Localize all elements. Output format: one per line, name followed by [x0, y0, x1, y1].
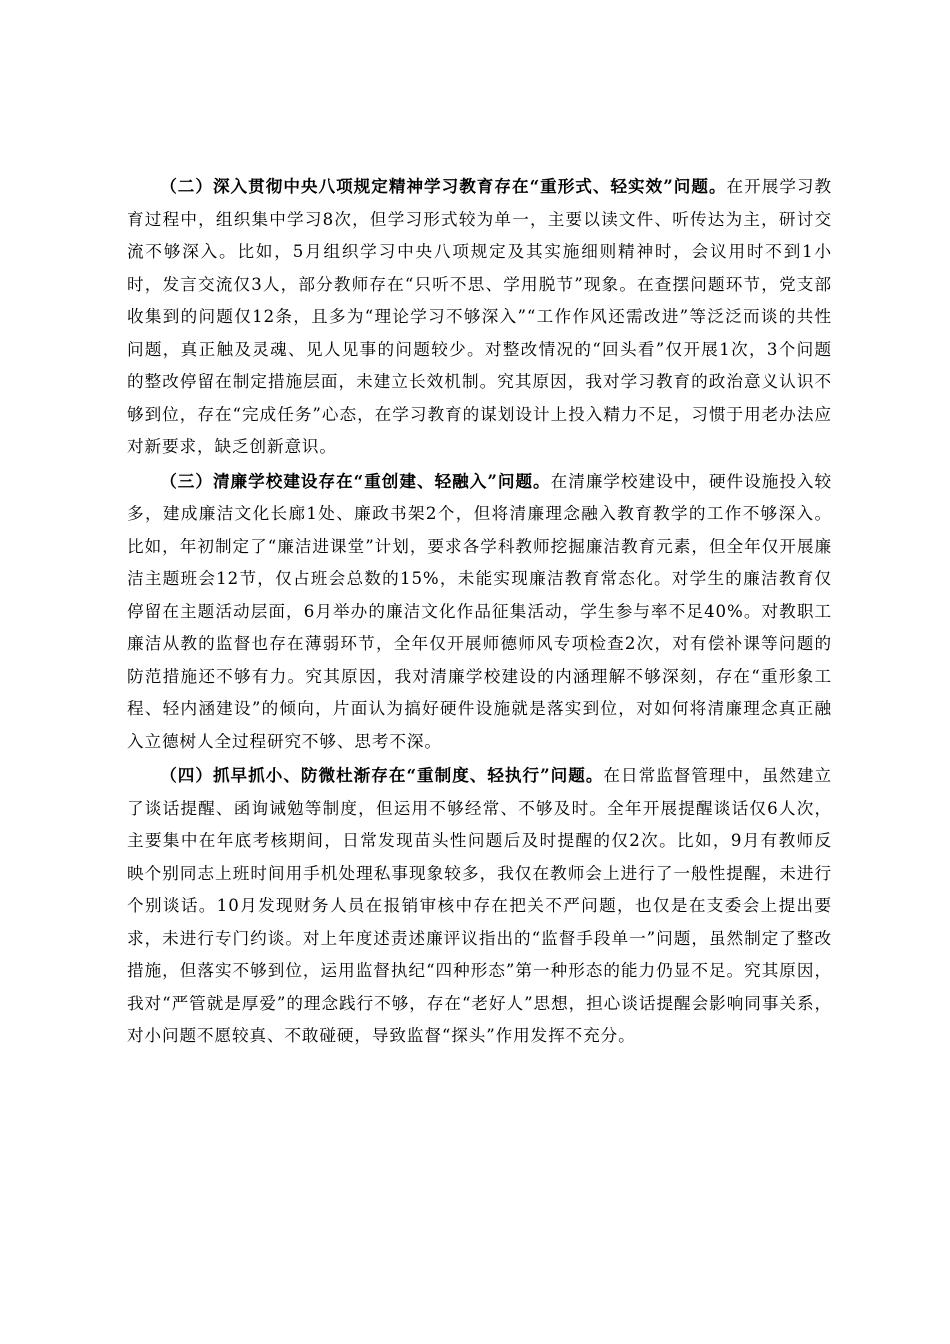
- section-heading-2: （二）深入贯彻中央八项规定精神学习教育存在“重形式、轻实效”问题。: [160, 176, 727, 196]
- paragraph-body-3: 在清廉学校建设中，硬件设施投入较多，建成廉洁文化长廊1处、廉政书架2个，但将清廉理念融入教育教学的工作不够深入。比如，年初制定了“廉洁进课堂”计划，要求各学科教师挖掘廉洁教育元素，但全年仅开展廉洁主题班会12节，仅占班会总数的15%，未能实现廉洁教育常态化。对学生的廉洁教育仅停留在主题活动层面，6月举办的廉洁文化作品征集活动，学生参与率不足40%。对教职工廉洁从教的监督也存在薄弱环节，全年仅开展师德师风专项检查2次，对有偿补课等问题的防范措施还不够有力。究其原因，我对清廉学校建设的内涵理解不够深刻，存在“重形象工程、轻内涵建设”的倾向，片面认为搞好硬件设施就是落实到位，对如何将清廉理念真正融入立德树人全过程研究不够、思考不深。: [127, 471, 832, 751]
- paragraph-2: [127, 170, 832, 464]
- paragraph-body-2: 在开展学习教育过程中，组织集中学习8次，但学习形式较为单一，主要以读文件、听传达为主，研讨交流不够深入。比如，5月组织学习中央八项规定及其实施细则精神时，会议用时不到1小时，发言交流仅3人，部分教师存在“只听不思、学用脱节”现象。在查摆问题环节，党支部收集到的问题仅12条，且多为“理论学习不够深入”“工作作风还需改进”等泛泛而谈的共性问题，真正触及灵魂、见人见事的问题较少。对整改情况的“回头看”仅开展1次，3个问题的整改停留在制定措施层面，未建立长效机制。究其原因，我对学习教育的政治意义认识不够到位，存在“完成任务”心态，在学习教育的谋划设计上投入精力不足，习惯于用老办法应对新要求，缺乏创新意识。: [127, 177, 832, 456]
- paragraph-body-4: 在日常监督管理中，虽然建立了谈话提醒、函询诫勉等制度，但运用不够经常、不够及时。全年开展提醒谈话仅6人次，主要集中在年底考核期间，日常发现苗头性问题后及时提醒的仅2次。比如，9月有教师反映个别同志上班时间用手机处理私事现象较多，我仅在教师会上进行了一般性提醒，未进行个别谈话。10月发现财务人员在报销审核中存在把关不严问题，也仅是在支委会上提出要求，未进行专门约谈。对上年度述责述廉评议指出的“监督手段单一”问题，虽然制定了整改措施，但落实不够到位，运用监督执纪“四种形态”第一种形态的能力仍显不足。究其原因，我对“严管就是厚爱”的理念践行不够，存在“老好人”思想，担心谈话提醒会影响同事关系，对小问题不愿较真、不敢碰硬，导致监督“探头”作用发挥不充分。: [127, 766, 832, 1045]
- paragraph-4: [127, 759, 832, 1053]
- section-heading-3: （三）清廉学校建设存在“重创建、轻融入”问题。: [160, 470, 551, 491]
- section-heading-4: （四）抓早抓小、防微杜渐存在“重制度、轻执行”问题。: [160, 765, 604, 785]
- paragraph-3: [127, 465, 832, 759]
- document-page: [127, 170, 832, 1054]
